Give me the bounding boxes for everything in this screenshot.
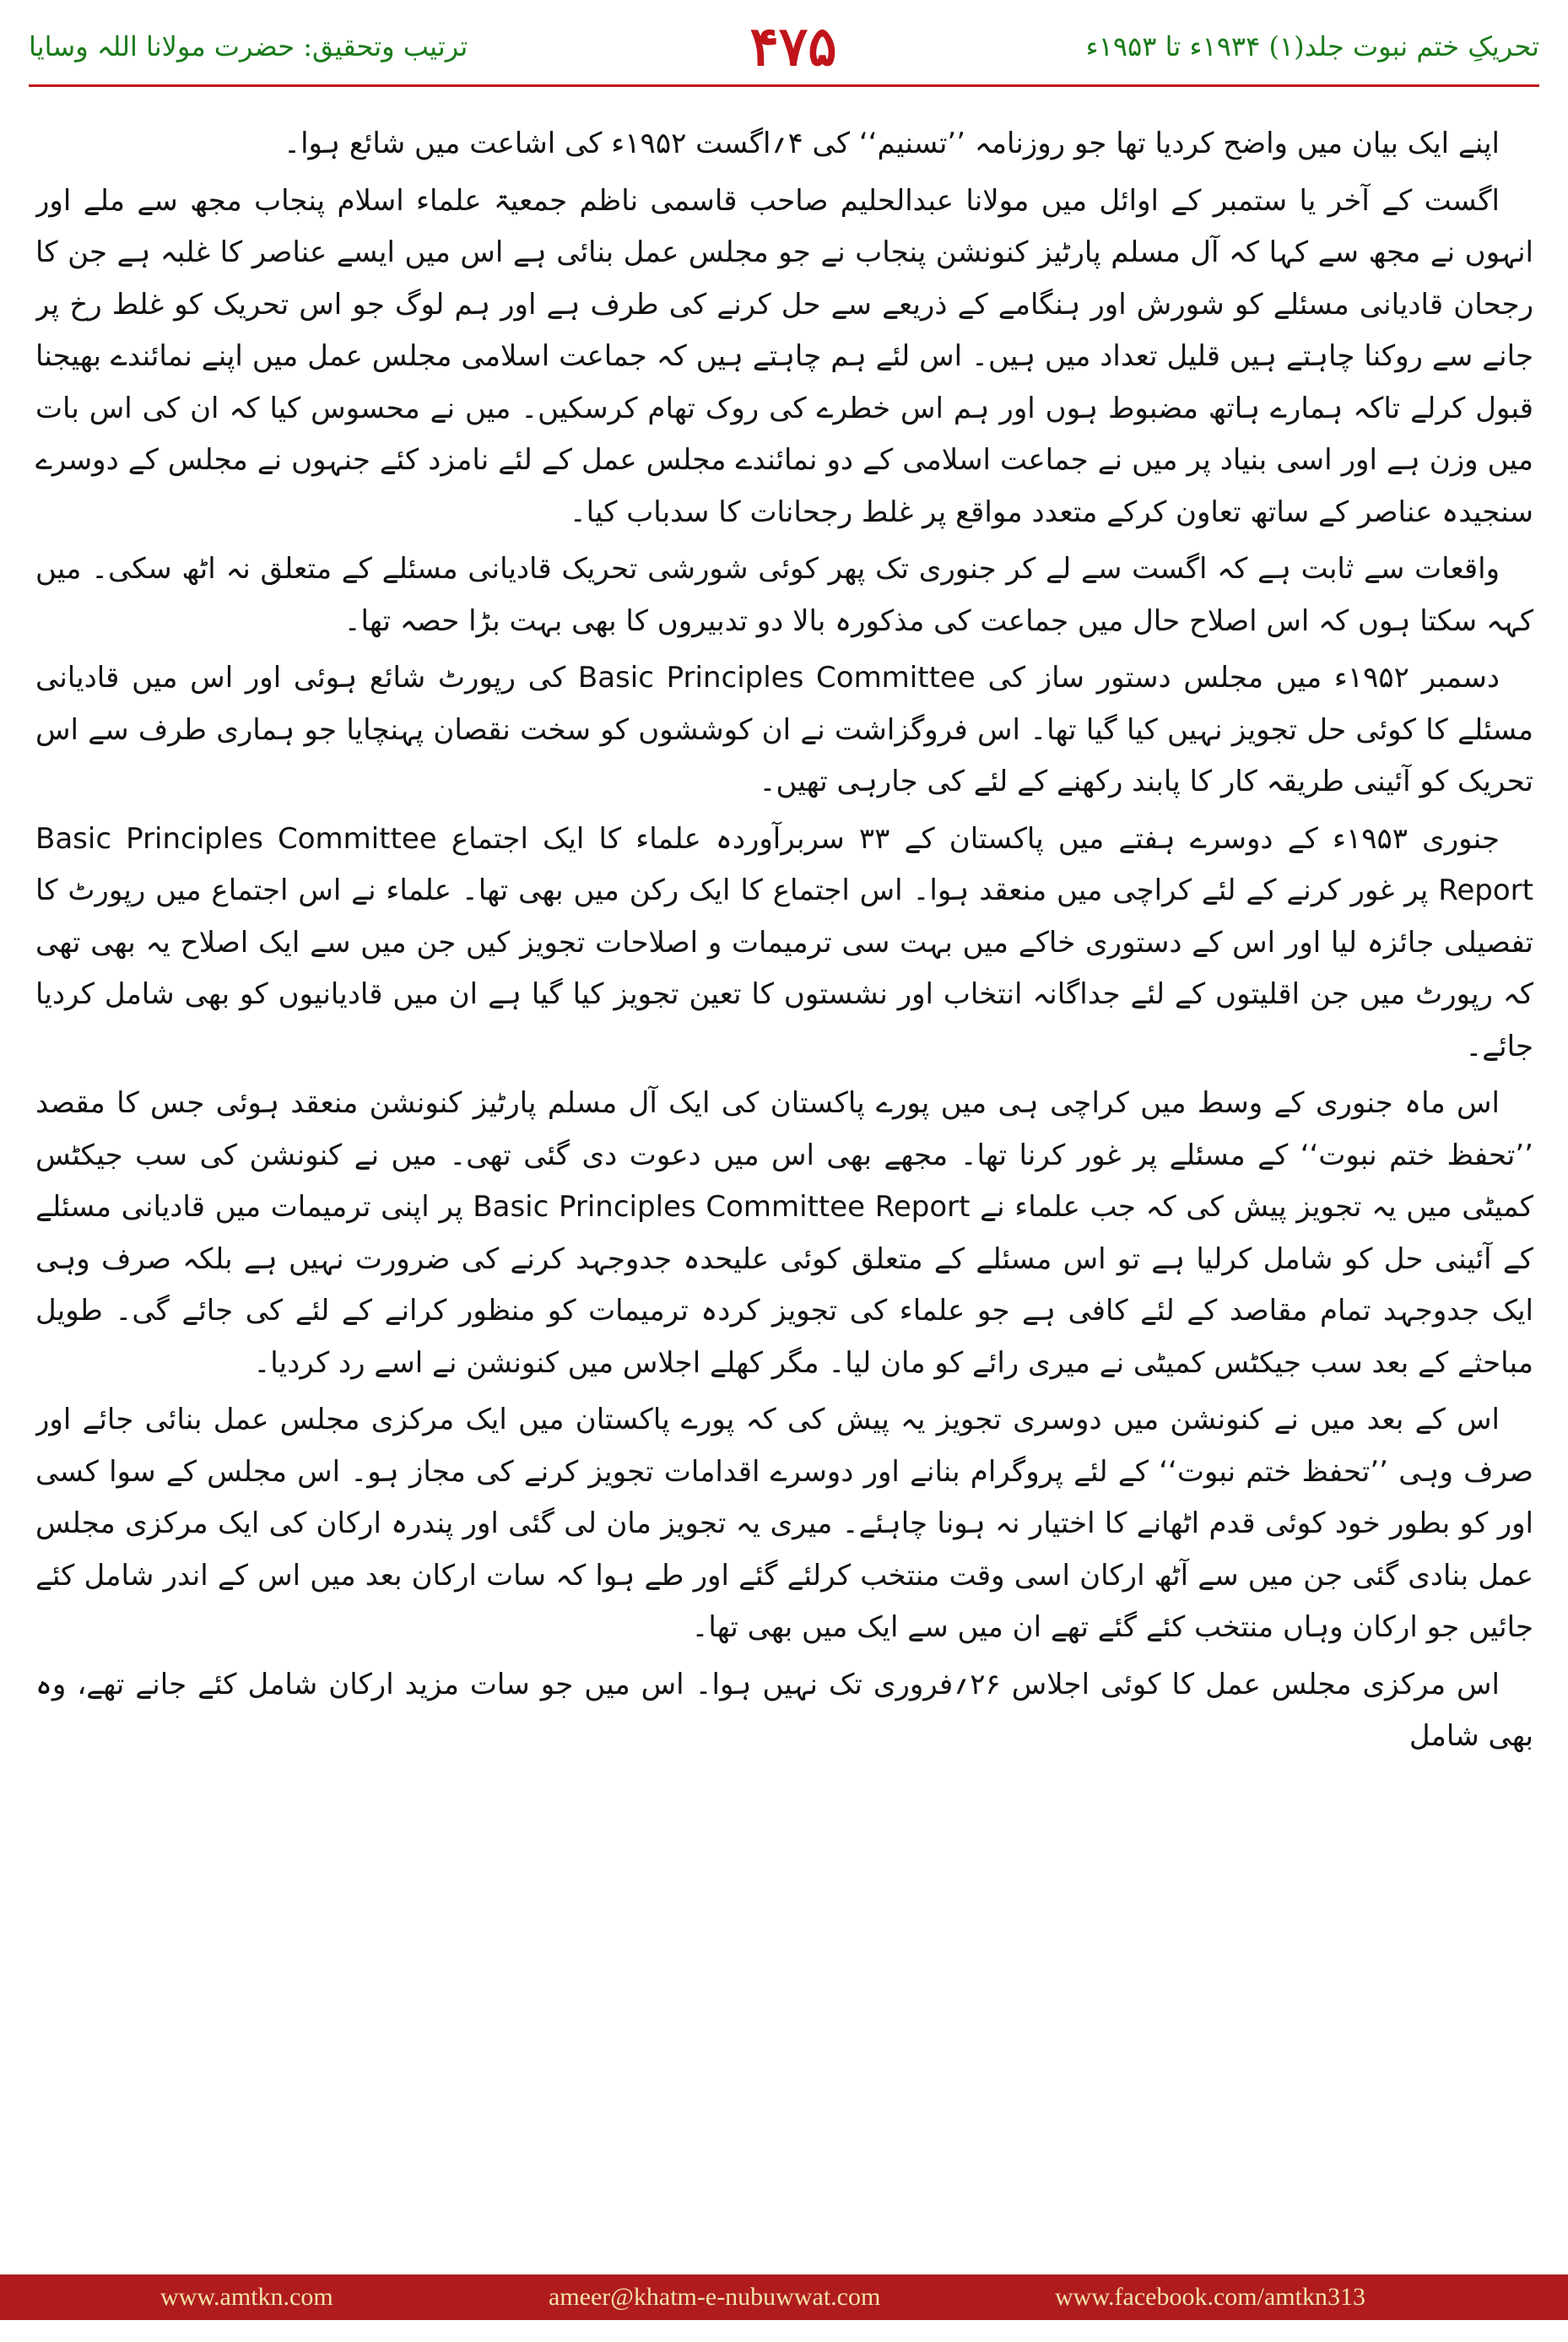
- page-footer: [0, 2274, 1568, 2320]
- footer-facebook-link[interactable]: www.facebook.com/amtkn313: [1055, 2283, 1365, 2311]
- footer-email-link[interactable]: ameer@khatm-e-nubuwwat.com: [549, 2283, 881, 2311]
- paragraph: اپنے ایک بیان میں واضح کردیا تھا جو روزنامہ ’’تسنیم‘‘ کی ۴؍اگست ۱۹۵۲ء کی اشاعت میں شائع ہوا۔: [284, 127, 1500, 160]
- header-divider: [29, 84, 1539, 87]
- page-body: [35, 118, 1533, 2220]
- paragraph: واقعات سے ثابت ہے کہ اگست سے لے کر جنوری تک پھر کوئی شورشی تحریک قادیانی مسئلے کے متعلق نہ اٹھ سکی۔ میں کہہ سکتا ہوں کہ اس اصلاح حال میں جماعت کی مذکورہ بالا دو تدبیروں کا بھی بہت بڑا حصہ تھا۔: [35, 552, 1533, 638]
- compiler-credit: ترتیب وتحقیق: حضرت مولانا اللہ وسایا: [29, 30, 468, 62]
- paragraph: اس مرکزی مجلس عمل کا کوئی اجلاس ۲۶؍فروری تک نہیں ہوا۔ اس میں جو سات مزید ارکان شامل کئے جانے تھے، وہ بھی شامل: [35, 1667, 1533, 1753]
- book-title: تحریکِ ختم نبوت جلد(۱) ۱۹۳۴ء تا ۱۹۵۳ء: [1085, 30, 1539, 62]
- paragraph: اس کے بعد میں نے کنونشن میں دوسری تجویز یہ پیش کی کہ پورے پاکستان میں ایک مرکزی مجلس عمل بنائی جائے اور صرف وہی ’’تحفظ ختم نبوت‘‘ کے لئے پروگرام بنانے اور دوسرے اقدامات تجویز کرنے کی مجاز ہو۔ اس مجلس کے سوا کسی اور کو بطور خود کوئی قدم اٹھانے کا اختیار نہ ہونا چاہئے۔ میری یہ تجویز مان لی گئی اور پندرہ ارکان کی ایک مرکزی مجلس عمل بنادی گئی جن میں سے آٹھ ارکان اسی وقت منتخب کرلئے گئے اور طے ہوا کہ سات ارکان بعد میں اس کے اندر شامل کئے جائیں جو ارکان وہاں منتخب کئے گئے تھے ان میں سے ایک میں بھی تھا۔: [35, 1403, 1533, 1644]
- paragraph: اس ماہ جنوری کے وسط میں کراچی ہی میں پورے پاکستان کی ایک آل مسلم پارٹیز کنونشن منعقد ہوئی جس کا مقصد ’’تحفظ ختم نبوت‘‘ کے مسئلے پر غور کرنا تھا۔ مجھے بھی اس میں دعوت دی گئی تھی۔ میں نے کنونشن کی سب جیکٹس کمیٹی میں یہ تجویز پیش کی کہ جب علماء نے Basic Principles Committee Report پر اپنی ترمیمات میں قادیانی مسئلے کے آئینی حل کو شامل کرلیا ہے تو اس مسئلے کے متعلق کوئی علیحدہ جدوجہد کرنے کی ضرورت نہیں ہے بلکہ صرف وہی ایک جدوجہد تمام مقاصد کے لئے کافی ہے جو علماء کی تجویز کردہ ترمیمات کو منظور کرانے کے لئے کی جائے گی۔ طویل مباحثے کے بعد سب جیکٹس کمیٹی نے میری رائے کو مان لیا۔ مگر کھلے اجلاس میں کنونشن نے اسے رد کردیا۔: [35, 1086, 1533, 1380]
- page-number: ۴۷۵: [749, 15, 837, 78]
- footer-website-link[interactable]: www.amtkn.com: [160, 2283, 333, 2311]
- page-header: [0, 0, 1568, 100]
- paragraph: اگست کے آخر یا ستمبر کے اوائل میں مولانا عبدالحلیم صاحب قاسمی ناظم جمعیۃ علماء اسلام پنجاب مجھ سے ملے اور انہوں نے مجھ سے کہا کہ آل مسلم پارٹیز کنونشن پنجاب نے جو مجلس عمل بنائی ہے اس میں ایسے عناصر کا غلبہ ہے جن کا رجحان قادیانی مسئلے کو شورش اور ہنگامے کے ذریعے سے حل کرنے کی طرف ہے اور ہم لوگ جو اس تحریک کو غلط رخ پر جانے سے روکنا چاہتے ہیں قلیل تعداد میں ہیں۔ اس لئے ہم چاہتے ہیں کہ جماعت اسلامی مجلس عمل میں اپنے نمائندے بھیجنا قبول کرلے تاکہ ہمارے ہاتھ مضبوط ہوں اور ہم اس خطرے کی روک تھام کرسکیں۔ میں نے محسوس کیا کہ ان کی اس بات میں وزن ہے اور اسی بنیاد پر میں نے جماعت اسلامی کے دو نمائندے مجلس عمل کے لئے نامزد کئے جنہوں نے مجلس کے دوسرے سنجیدہ عناصر کے ساتھ تعاون کرکے متعدد مواقع پر غلط رجحانات کا سدباب کیا۔: [35, 183, 1533, 529]
- paragraph: جنوری ۱۹۵۳ء کے دوسرے ہفتے میں پاکستان کے ۳۳ سربرآوردہ علماء کا ایک اجتماع Basic Principles Committee Report پر غور کرنے کے لئے کراچی میں منعقد ہوا۔ اس اجتماع کا ایک رکن میں بھی تھا۔ علماء نے اس اجتماع میں رپورٹ کا تفصیلی جائزہ لیا اور اس کے دستوری خاکے میں بہت سی ترمیمات و اصلاحات تجویز کیں جن میں سے ایک اصلاح یہ بھی تھی کہ رپورٹ میں جن اقلیتوں کے لئے جداگانہ انتخاب اور نشستوں کا تعین تجویز کیا گیا ہے ان میں قادیانیوں کو بھی شامل کردیا جائے۔: [35, 821, 1533, 1063]
- paragraph: دسمبر ۱۹۵۲ء میں مجلس دستور ساز کی Basic Principles Committee کی رپورٹ شائع ہوئی اور اس میں قادیانی مسئلے کا کوئی حل تجویز نہیں کیا گیا تھا۔ اس فروگزاشت نے ان کوششوں کو سخت نقصان پہنچایا جو ہماری طرف سے اس تحریک کو آئینی طریقہ کار کا پابند رکھنے کے لئے کی جارہی تھیں۔: [35, 661, 1533, 798]
